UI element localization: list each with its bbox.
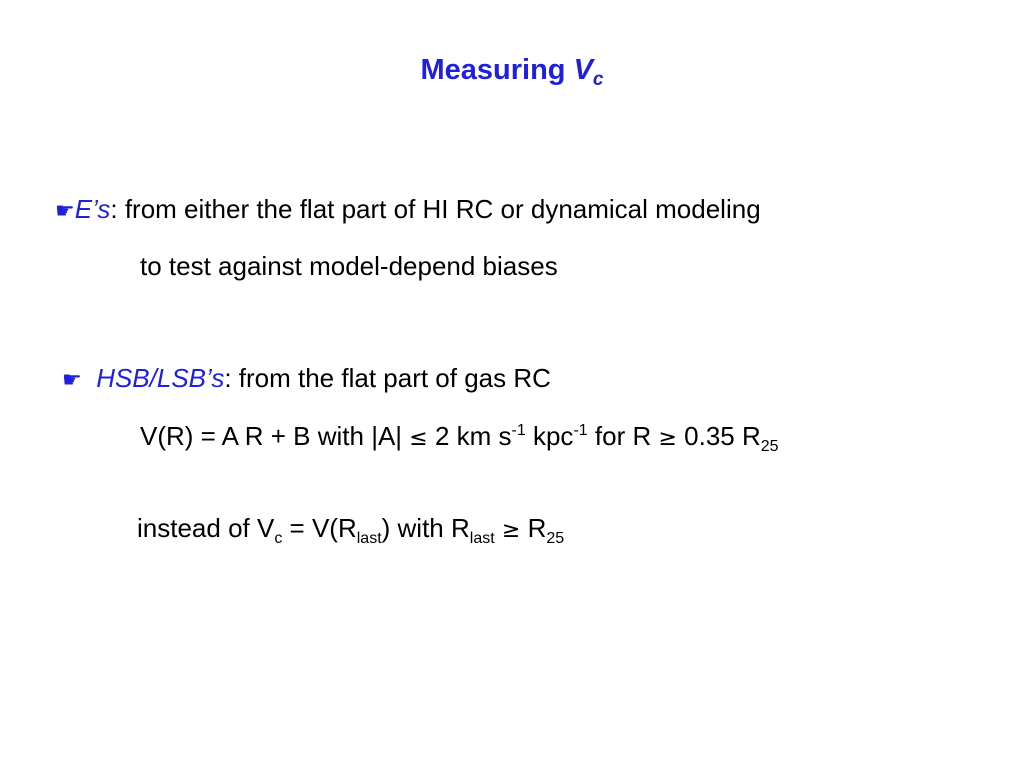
- bullet-es-line2: to test against model-depend biases: [140, 251, 558, 281]
- title-subscript: c: [592, 69, 604, 90]
- pointing-hand-icon: ☛: [55, 199, 75, 224]
- formula-subscript: 25: [546, 530, 565, 547]
- slide-title: [0, 54, 1024, 90]
- formula-part: 0.35 R: [676, 421, 761, 451]
- formula-subscript: last: [356, 530, 382, 547]
- pointing-hand-icon: ☛: [62, 368, 82, 393]
- bullet-es-term: E’s: [74, 194, 111, 224]
- greater-equal-symbol: ≥: [658, 426, 677, 451]
- formula-subscript: c: [274, 530, 283, 547]
- bullet-es: [55, 193, 761, 228]
- formula-exponent: -1: [511, 422, 526, 439]
- bullet-hsb-lsb: [62, 362, 551, 397]
- formula-subscript: last: [469, 530, 495, 547]
- instead-formula: [137, 512, 564, 547]
- formula-part: 2 km s: [427, 421, 512, 451]
- bullet-hsb-lsb-text: : from the flat part of gas RC: [224, 363, 551, 393]
- bullet-es-text: : from either the flat part of HI RC or dynamical modeling: [110, 194, 761, 224]
- formula-subscript: 25: [760, 438, 779, 455]
- title-text: Measuring: [420, 54, 574, 86]
- greater-equal-symbol: ≥: [501, 518, 521, 543]
- bullet-hsb-lsb-term: HSB/LSB’s: [96, 363, 225, 393]
- formula-part: ) with R: [381, 513, 470, 543]
- formula-part: for R: [587, 421, 659, 451]
- title-variable: V: [573, 54, 593, 86]
- formula-part: kpc: [525, 421, 574, 451]
- formula-part: instead of V: [137, 513, 275, 543]
- less-equal-symbol: ≤: [409, 426, 428, 451]
- formula-exponent: -1: [573, 422, 588, 439]
- rotation-curve-formula: [140, 420, 779, 455]
- formula-part: = V(R: [282, 513, 357, 543]
- formula-part: R: [520, 513, 547, 543]
- formula-part: V(R) = A R + B with |A|: [140, 421, 410, 451]
